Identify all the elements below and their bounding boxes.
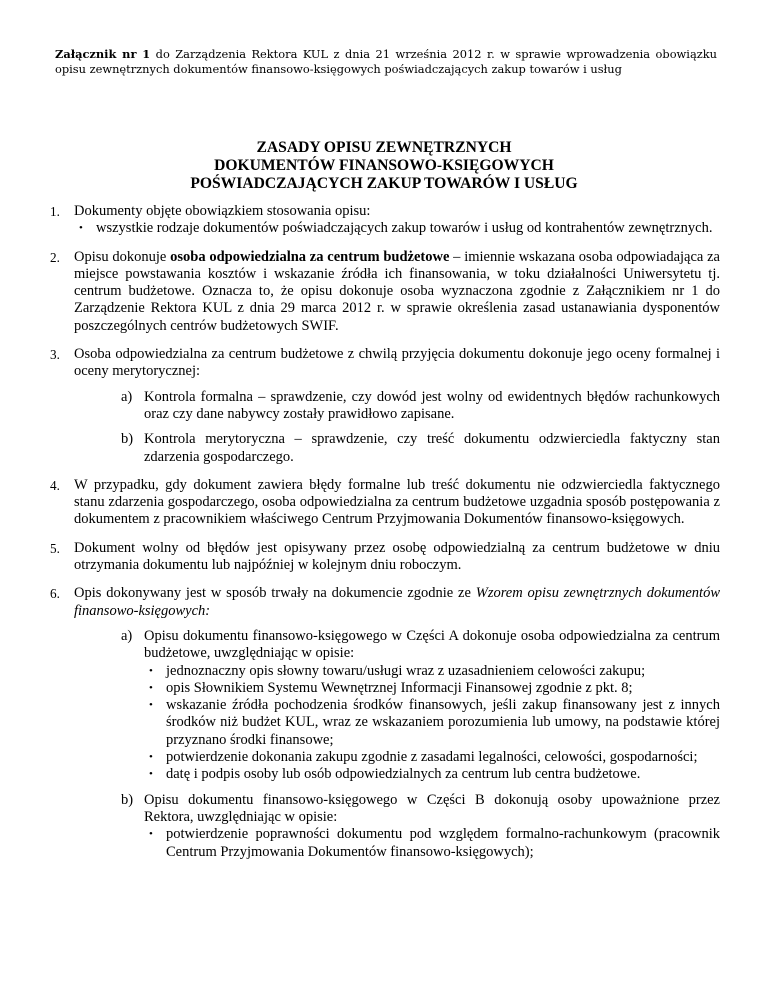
header-note [55,47,717,76]
title-line-3: POŚWIADCZAJĄCYCH ZAKUP TOWARÓW I USŁUG [190,175,578,192]
list-item-2 [50,249,720,335]
subitem-letter: a) [121,388,133,405]
list-item-6 [50,585,720,860]
item-number: 3. [50,347,60,363]
item-text-post: – imiennie wskazana osoba odpowiadająca za miejsce powstawania kosztów i wskazanie źródła ich finansowania, w toku działalności Uniwersytetu tj. centrum budżetowe. Oznacza to, że opisu dokonuje osoba wyznaczona zgodnie z Załącznikiem nr 1 do Zarządzenie Rektora KUL z dnia 29 marca 2012 r. w sprawie określenia zasad ustanawiania dysponentów poszczególnych centrów budżetowych SWIF. [74,248,720,334]
bullet-icon: • [149,681,153,694]
list-item-4 [50,477,720,529]
item-text-italic: Wzorem opisu zewnętrznych dokumentów finansowo-księgowych: [74,585,721,619]
subitem-letter: b) [121,791,134,808]
item-number: 6. [50,586,60,602]
list-item-1 [50,203,720,238]
document-title [0,139,768,193]
item-number: 5. [50,540,60,556]
bullet-item [144,663,720,680]
bullet-icon: • [149,699,153,712]
bullet-text: jednoznaczny opis słowny towaru/usługi wraz z uzasadnieniem celowości zakupu; [166,662,646,679]
bullet-item [144,697,720,749]
list-item-5 [50,540,720,575]
subitem-letter: a) [121,627,133,644]
subitem-text: Opisu dokumentu finansowo-księgowego w Części A dokonuje osoba odpowiedzialna za centrum budżetowe, uwzględniając w opisie: [144,627,720,662]
subitem-a [121,628,720,784]
bullet-list [144,826,720,861]
header-text: do Zarządzenia Rektora KUL z dnia 21 września 2012 r. w sprawie wprowadzenia obowiązku opisu zewnętrznych dokumentów finansowo-księgowych poświadczających zakup towarów i usług [55,47,717,76]
bullet-item [144,749,720,766]
item-number: 4. [50,477,60,493]
bullet-icon: • [149,768,153,781]
bullet-item [144,766,720,783]
bullet-list [74,220,720,237]
item-text: Osoba odpowiedzialna za centrum budżetowe z chwilą przyjęcia dokumentu dokonuje jego oceny formalnej i oceny merytorycznej: [74,346,720,380]
bullet-icon: • [149,664,153,677]
subitem-letter: b) [121,431,134,448]
subitem-text: Opisu dokumentu finansowo-księgowego w Części B dokonują osoby upoważnione przez Rektora, uwzględniając w opisie: [144,791,720,825]
subitem-text: Kontrola merytoryczna – sprawdzenie, czy treść dokumentu odzwierciedla faktyczny stan zdarzenia gospodarczego. [144,431,720,465]
list-item-3 [50,346,720,466]
item-text: Dokumenty objęte obowiązkiem stosowania opisu: [74,203,371,219]
bullet-text: potwierdzenie poprawności dokumentu pod względem formalno-rachunkowym (pracownik Centrum Przyjmowania Dokumentów finansowo-księgowych); [166,826,720,860]
item-text: Dokument wolny od błędów jest opisywany przez osobę odpowiedzialną za centrum budżetowe w dniu otrzymania dokumentu lub najpóźniej w kolejnym dniu roboczym. [74,539,720,574]
title-line-2: DOKUMENTÓW FINANSOWO-KSIĘGOWYCH [214,157,554,174]
title-line-1: ZASADY OPISU ZEWNĘTRZNYCH [256,139,512,156]
subitem-a [121,389,720,424]
item-text-pre: Opisu dokonuje [74,248,171,265]
bullet-text: datę i podpis osoby lub osób odpowiedzialnych za centrum lub centra budżetowe. [166,766,641,783]
bullet-list [144,663,720,784]
bullet-icon: • [149,751,153,764]
bullet-text: wskazanie źródła pochodzenia środków finansowych, jeśli zakup finansowany jest z innych środków niż budżet KUL, wraz ze wskazaniem porozumienia lub umowy, na podstawie której przyznano środki finansowe; [166,697,720,748]
bullet-item [144,826,720,861]
bullet-icon: • [149,828,153,841]
bullet-text: potwierdzenie dokonania zakupu zgodnie z zasadami legalności, celowości, gospodarności; [166,749,698,766]
subitem-text: Kontrola formalna – sprawdzenie, czy dowód jest wolny od ewidentnych błędów rachunkowych oraz czy dane nabywcy zostały prawidłowo zapisane. [144,388,720,422]
subitem-b [121,792,720,861]
subitem-b [121,431,720,466]
bullet-text: opis Słownikiem Systemu Wewnętrznej Informacji Finansowej zgodnie z pkt. 8; [166,679,633,696]
item-number: 1. [50,204,60,219]
item-text-pre: Opis dokonywany jest w sposób trwały na dokumencie zgodnie ze [74,585,476,602]
item-text-bold: osoba odpowiedzialna za centrum budżetowe [170,248,450,265]
document-body [50,203,720,872]
bullet-item [74,220,720,237]
bullet-item [144,680,720,697]
bullet-text: wszystkie rodzaje dokumentów poświadczających zakup towarów i usług od kontrahentów zewnętrznych. [96,220,713,237]
item-text: W przypadku, gdy dokument zawiera błędy formalne lub treść dokumentu nie odzwierciedla faktycznego stanu zdarzenia gospodarczego, osoba odpowiedzialna za centrum budżetowe uzgadnia sposób postępowania z dokumentem z pracownikiem właściwego Centrum Przyjmowania Dokumentów finansowo-księgowych. [74,476,720,528]
item-number: 2. [50,249,60,265]
header-bold-prefix: Załącznik nr 1 [55,47,151,61]
bullet-icon: • [79,222,83,235]
